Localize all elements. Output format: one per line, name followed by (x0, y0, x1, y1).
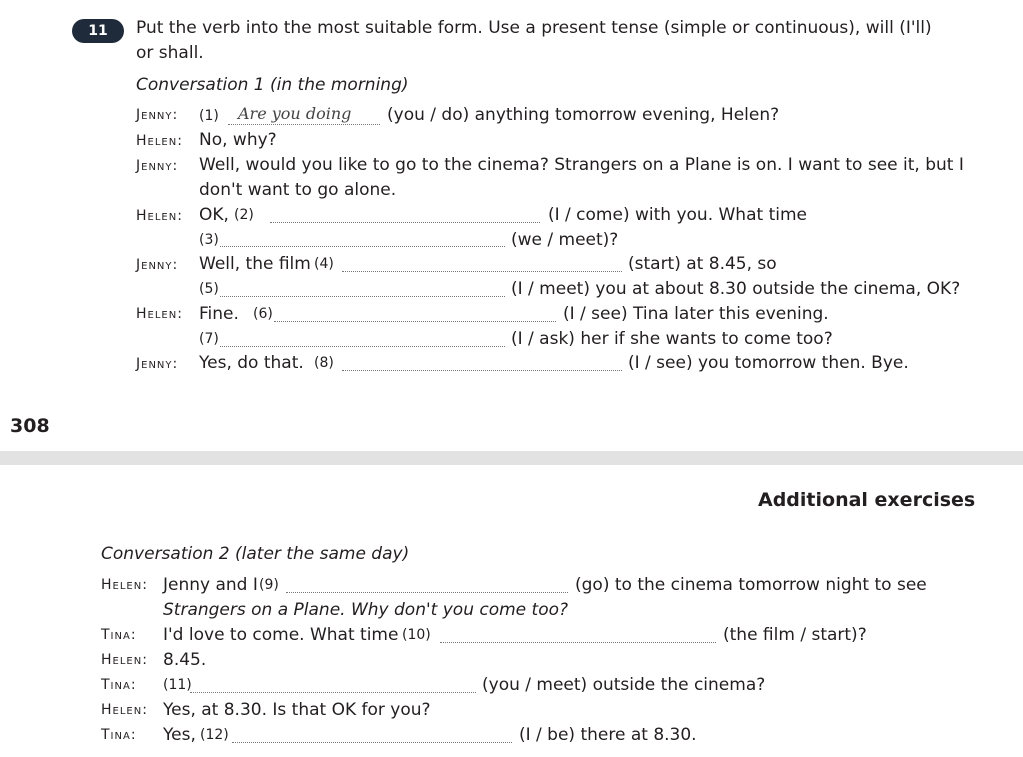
prompt-text: (you / do) anything tomorrow evening, Helen? (387, 105, 780, 125)
answer-blank[interactable] (190, 692, 476, 693)
speaker-label: Helen: (101, 702, 148, 718)
dialogue-text: I'd love to come. What time (163, 625, 399, 645)
dialogue-text-continued: don't want to go alone. (199, 180, 397, 200)
prompt-text: (you / meet) outside the cinema? (482, 675, 766, 695)
prompt-text: (go) to the cinema tomorrow night to see (575, 575, 927, 595)
dialogue-text: No, why? (199, 130, 277, 150)
conversation-1-title: Conversation 1 (in the morning) (136, 75, 409, 95)
dialogue-text: Well, would you like to go to the cinema? Strangers on a Plane is on. I want to see it, but I (199, 155, 964, 175)
page-divider (0, 451, 1023, 465)
dialogue-text: Yes, do that. (199, 353, 304, 373)
answer-blank[interactable] (342, 370, 622, 371)
dialogue-text: 8.45. (163, 650, 207, 670)
blank-number: (9) (259, 577, 279, 593)
blank-number: (2) (234, 207, 254, 223)
blank-number: (10) (402, 627, 431, 643)
answer-blank[interactable] (232, 742, 512, 743)
answer-blank[interactable] (274, 321, 556, 322)
blank-number: (12) (200, 727, 229, 743)
dialogue-text: Fine. (199, 304, 239, 324)
answer-blank[interactable] (220, 346, 505, 347)
blank-number: (8) (314, 355, 334, 371)
blank-number: (4) (314, 256, 334, 272)
dialogue-text: OK, (199, 205, 229, 225)
answer-blank[interactable] (342, 271, 622, 272)
speaker-label: Jenny: (136, 356, 179, 372)
dialogue-text: Jenny and I (163, 575, 258, 595)
speaker-label: Tina: (101, 677, 137, 693)
speaker-label: Jenny: (136, 158, 179, 174)
answer-blank[interactable] (228, 124, 380, 125)
speaker-label: Helen: (101, 577, 148, 593)
blank-number: (11) (163, 677, 192, 693)
speaker-label: Helen: (136, 306, 183, 322)
blank-number: (7) (199, 331, 219, 347)
prompt-text: (I / be) there at 8.30. (519, 725, 697, 745)
blank-number: (6) (253, 306, 273, 322)
handwritten-answer: Are you doing (238, 104, 352, 123)
prompt-text: (start) at 8.45, so (628, 254, 777, 274)
conversation-2-title: Conversation 2 (later the same day) (101, 544, 410, 564)
blank-number: (3) (199, 232, 219, 248)
prompt-text: (I / ask) her if she wants to come too? (511, 329, 833, 349)
prompt-text: (I / come) with you. What time (548, 205, 807, 225)
dialogue-text-continued: Strangers on a Plane. Why don't you come too? (163, 600, 569, 620)
speaker-label: Helen: (136, 208, 183, 224)
speaker-label: Helen: (101, 652, 148, 668)
prompt-text: (the film / start)? (723, 625, 867, 645)
answer-blank[interactable] (220, 246, 505, 247)
page-number: 308 (10, 415, 50, 437)
answer-blank[interactable] (270, 222, 540, 223)
dialogue-text: Yes, at 8.30. Is that OK for you? (163, 700, 431, 720)
speaker-label: Tina: (101, 627, 137, 643)
blank-number: (1) (199, 108, 219, 124)
section-title: Additional exercises (758, 489, 976, 511)
answer-blank[interactable] (286, 592, 568, 593)
speaker-label: Helen: (136, 133, 183, 149)
dialogue-text: Yes, (163, 725, 196, 745)
speaker-label: Tina: (101, 727, 137, 743)
blank-number: (5) (199, 281, 219, 297)
speaker-label: Jenny: (136, 107, 179, 123)
speaker-label: Jenny: (136, 257, 179, 273)
dialogue-text: Well, the film (199, 254, 311, 274)
prompt-text: (I / see) Tina later this evening. (563, 304, 829, 324)
exercise-number-badge: 11 (72, 19, 124, 43)
prompt-text: (I / meet) you at about 8.30 outside the cinema, OK? (511, 279, 961, 299)
answer-blank[interactable] (220, 296, 505, 297)
answer-blank[interactable] (440, 642, 716, 643)
instruction-line-2: or shall. (136, 43, 204, 63)
prompt-text: (I / see) you tomorrow then. Bye. (628, 353, 909, 373)
prompt-text: (we / meet)? (511, 230, 619, 250)
instruction-line-1: Put the verb into the most suitable form. Use a present tense (simple or continuous), will (I'll) (136, 18, 932, 38)
